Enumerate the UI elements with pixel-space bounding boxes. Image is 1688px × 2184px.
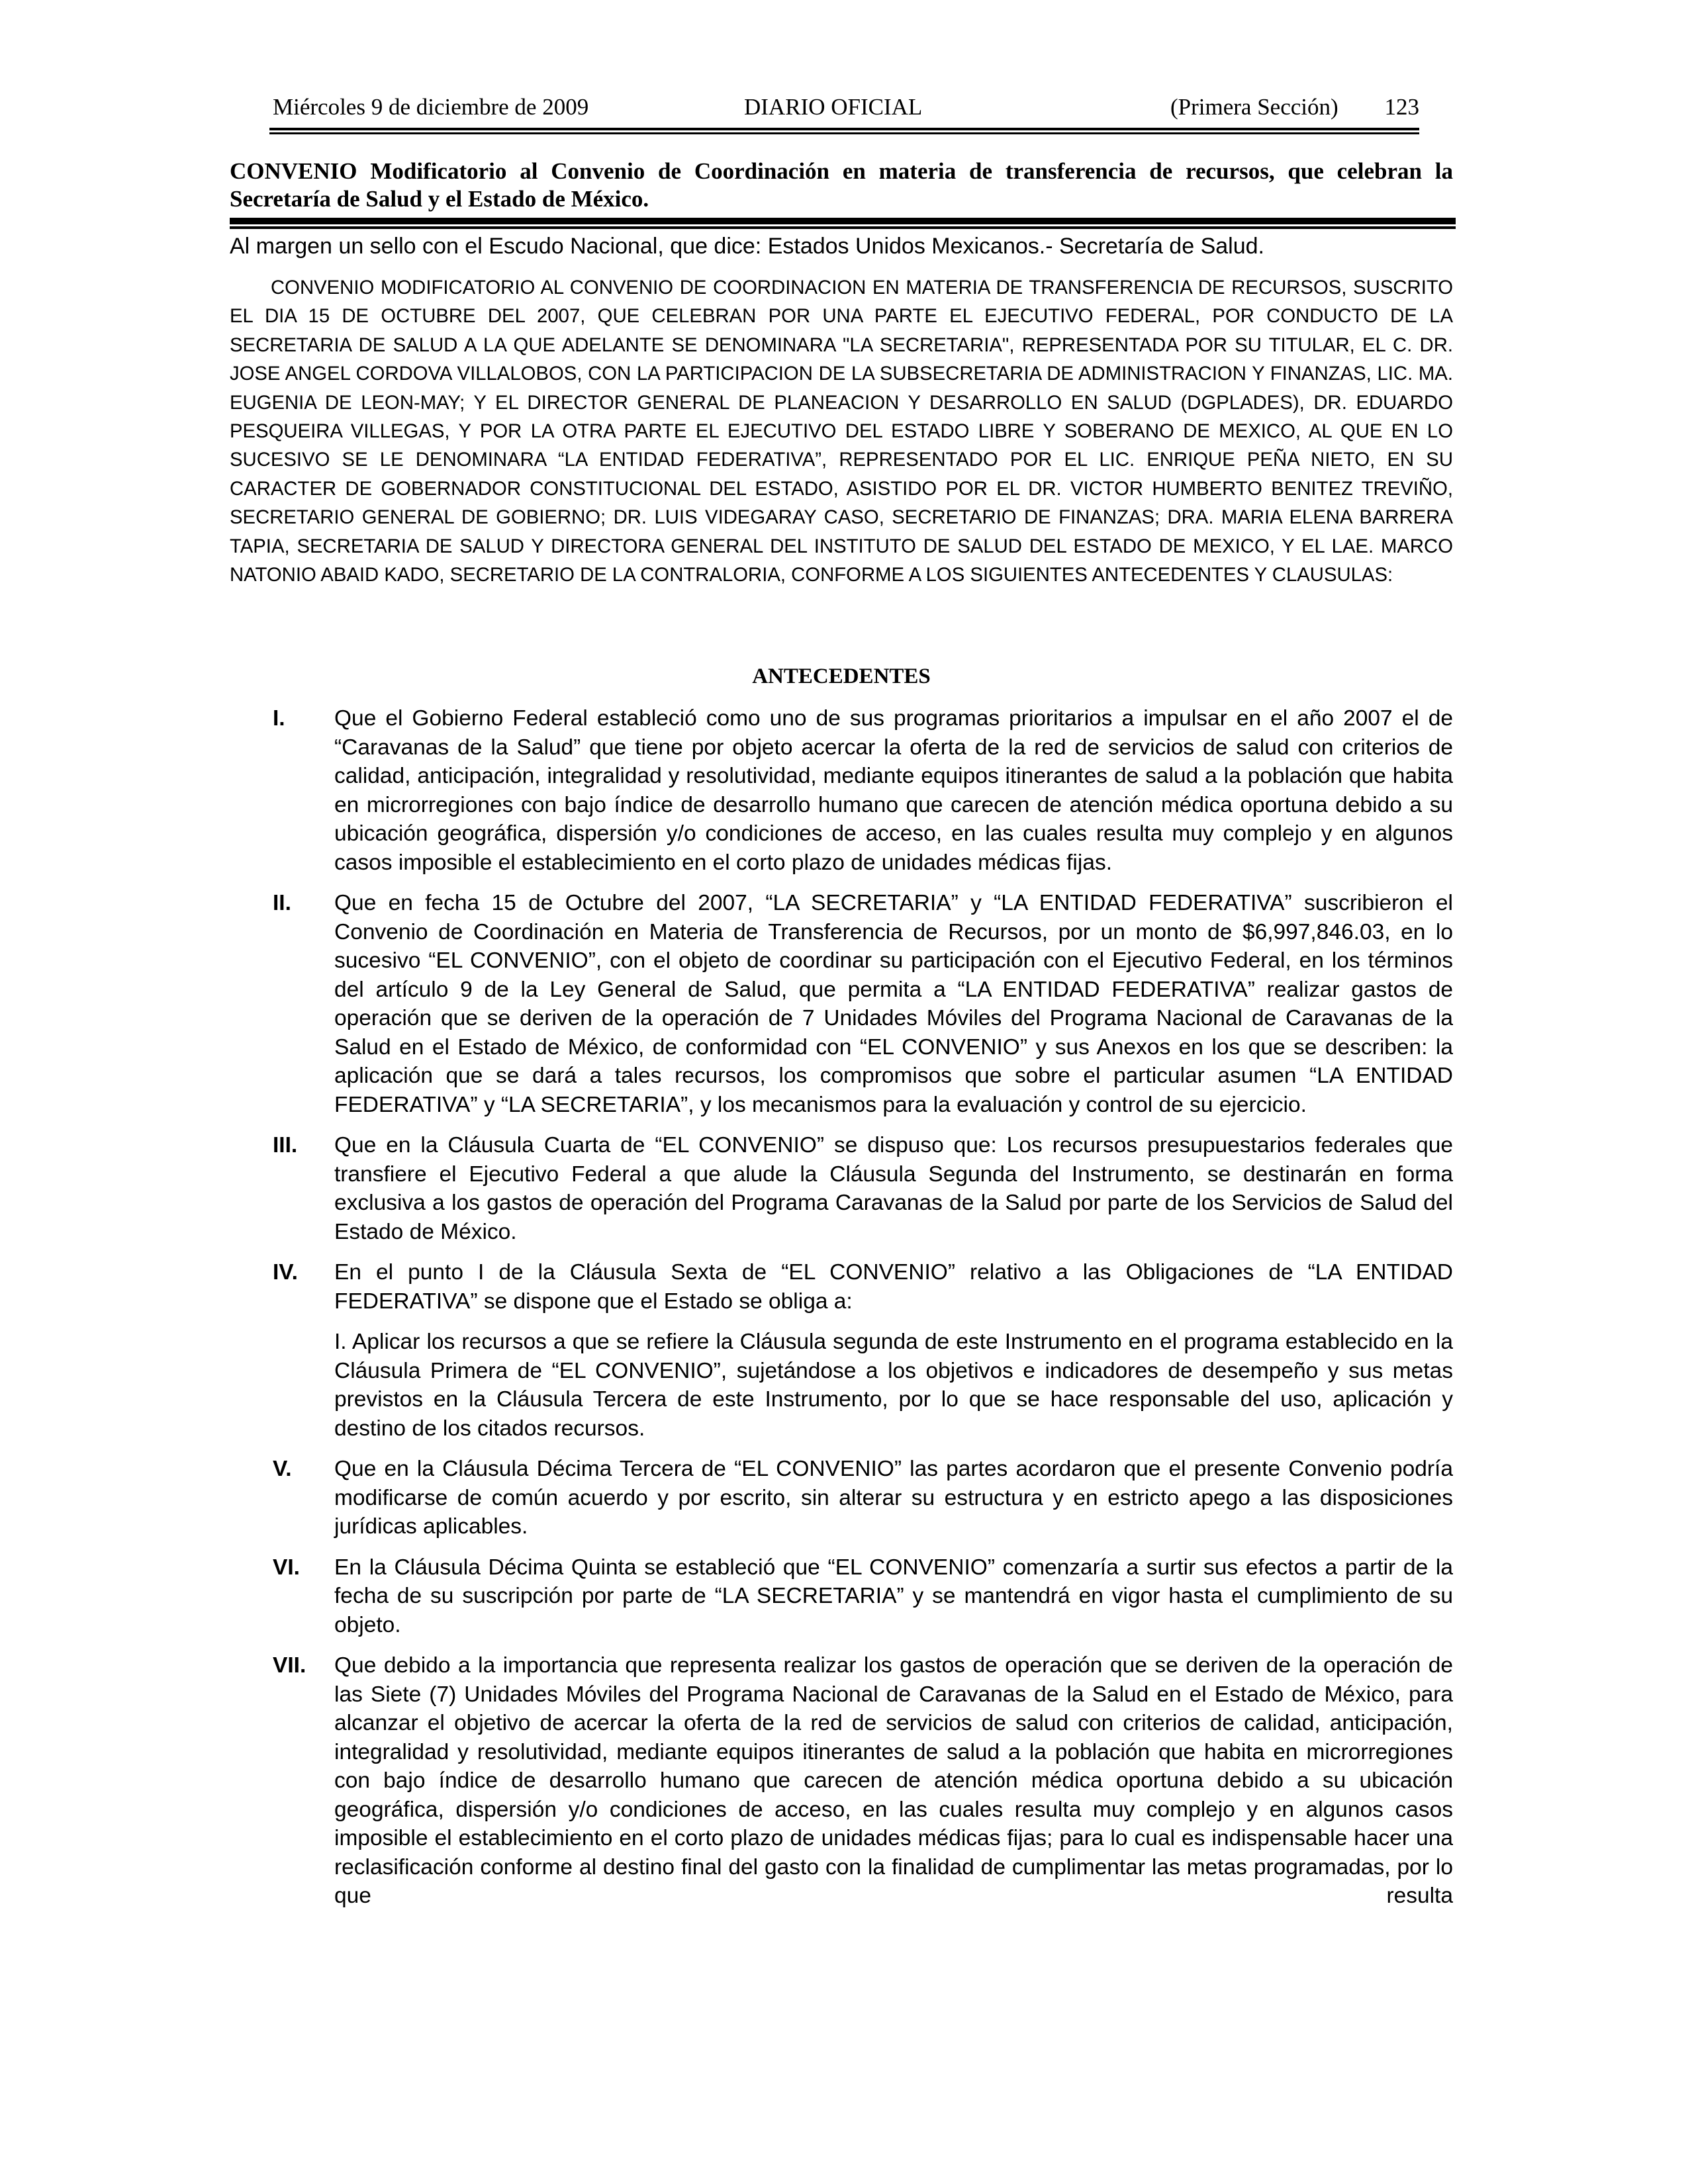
item-text: Que debido a la importancia que representa realizar los gastos de operación que se deriven de la operación de las Siete (7) Unidades Móviles del Programa Nacional de Caravanas de la Salud en el Estado de México, para alcanzar el objetivo de acercar la oferta de la red de servicios de salud con criterios de calidad, anticipación, integralidad y resolutividad, mediante equipos itinerantes de salud a la población que habita en microrregiones con bajo índice de desarrollo humano que carecen de atención médica oportuna debido a su ubicación geográfica, dispersión y/o condiciones de acceso, en las cuales resulta muy complejo y en algunos casos imposible el establecimiento en el corto plazo de unidades médicas fijas; para lo cual es indispensable hacer una reclasificación conforme al destino final del gasto con la finalidad de cumplimentar las metas programadas, por lo que resulta [334, 1653, 1453, 1908]
header-double-rule [269, 128, 1419, 134]
section-heading: ANTECEDENTES [752, 664, 931, 688]
antecedente-item [273, 1553, 1453, 1640]
item-numeral: III. [273, 1133, 298, 1158]
antecedente-item [273, 1651, 1453, 1911]
antecedente-item [273, 889, 1453, 1119]
title-double-rule [230, 218, 1456, 229]
running-header [273, 93, 1419, 122]
antecedente-item [273, 704, 1453, 877]
header-section: (Primera Sección) [1170, 94, 1338, 120]
seal-note: Al margen un sello con el Escudo Nacional, que dice: Estados Unidos Mexicanos.- Secretaría de Salud. [230, 234, 1264, 259]
antecedente-sub-item: I. Aplicar los recursos a que se refiere la Cláusula segunda de este Instrumento en el programa establecido en la Cláusula Primera de “EL CONVENIO”, sujetándose a los objetivos e indicadores de desempeño y sus metas previstos en la Cláusula Tercera de este Instrumento, por lo que se hace responsable del uso, aplicación y destino de los citados recursos. [334, 1330, 1453, 1441]
antecedente-item [273, 1131, 1453, 1246]
antecedente-item [273, 1455, 1453, 1541]
item-text: En el punto I de la Cláusula Sexta de “EL CONVENIO” relativo a las Obligaciones de “LA ENTIDAD FEDERATIVA” se dispone que el Estado se obliga a: [334, 1260, 1453, 1314]
antecedentes-list [273, 704, 1453, 1923]
item-text: Que en la Cláusula Cuarta de “EL CONVENIO” se dispuso que: Los recursos presupuestarios federales que transfiere el Ejecutivo Federal a que alude la Cláusula Segunda del Instrumento, se destinarán en forma exclusiva a los gastos de operación del Programa Caravanas de la Salud por parte de los Servicios de Salud del Estado de México. [334, 1133, 1453, 1244]
document-title: CONVENIO Modificatorio al Convenio de Coordinación en materia de transferencia de recursos, que celebran la Secretaría de Salud y el Estado de México. [230, 158, 1453, 212]
preamble-paragraph: CONVENIO MODIFICATORIO AL CONVENIO DE COORDINACION EN MATERIA DE TRANSFERENCIA DE RECURSOS, SUSCRITO EL DIA 15 DE OCTUBRE DEL 2007, QUE CELEBRAN POR UNA PARTE EL EJECUTIVO FEDERAL, POR CONDUCTO DE LA SECRETARIA DE SALUD A LA QUE ADELANTE SE DENOMINARA "LA SECRETARIA", REPRESENTADA POR SU TITULAR, EL C. DR. JOSE ANGEL CORDOVA VILLALOBOS, CON LA PARTICIPACION DE LA SUBSECRETARIA DE ADMINISTRACION Y FINANZAS, LIC. MA. EUGENIA DE LEON-MAY; Y EL DIRECTOR GENERAL DE PLANEACION Y DESARROLLO EN SALUD (DGPLADES), DR. EDUARDO PESQUEIRA VILLEGAS, Y POR LA OTRA PARTE EL EJECUTIVO DEL ESTADO LIBRE Y SOBERANO DE MEXICO, AL QUE EN LO SUCESIVO SE LE DENOMINARA “LA ENTIDAD FEDERATIVA”, REPRESENTADO POR EL LIC. ENRIQUE PEÑA NIETO, EN SU CARACTER DE GOBERNADOR CONSTITUCIONAL DEL ESTADO, ASISTIDO POR EL DR. VICTOR HUMBERTO BENITEZ TREVIÑO, SECRETARIO GENERAL DE GOBIERNO; DR. LUIS VIDEGARAY CASO, SECRETARIO DE FINANZAS; DRA. MARIA ELENA BARRERA TAPIA, SECRETARIA DE SALUD Y DIRECTORA GENERAL DEL INSTITUTO DE SALUD DEL ESTADO DE MEXICO, Y EL LAE. MARCO NATONIO ABAID KADO, SECRETARIO DE LA CONTRALORIA, CONFORME A LOS SIGUIENTES ANTECEDENTES Y CLAUSULAS: [230, 277, 1453, 586]
item-numeral: I. [273, 706, 285, 731]
item-numeral: VI. [273, 1555, 300, 1580]
header-page-number: 123 [1384, 94, 1419, 120]
antecedente-item [273, 1258, 1453, 1316]
header-publication: DIARIO OFICIAL [744, 94, 923, 120]
item-text: Que el Gobierno Federal estableció como uno de sus programas prioritarios a impulsar en el año 2007 el de “Caravanas de la Salud” que tiene por objeto acercar la oferta de la red de servicios de salud con criterios de calidad, anticipación, integralidad y resolutividad, mediante equipos itinerantes de salud a la población que habita en microrregiones con bajo índice de desarrollo humano que carecen de atención médica oportuna debido a su ubicación geográfica, dispersión y/o condiciones de acceso, en las cuales resulta muy complejo y en algunos casos imposible el establecimiento en el corto plazo de unidades médicas fijas. [334, 706, 1453, 875]
item-text: En la Cláusula Décima Quinta se estableció que “EL CONVENIO” comenzaría a surtir sus efectos a partir de la fecha de su suscripción por parte de “LA SECRETARIA” y se mantendrá en vigor hasta el cumplimiento de su objeto. [334, 1555, 1453, 1637]
item-numeral: IV. [273, 1260, 298, 1285]
header-date: Miércoles 9 de diciembre de 2009 [273, 94, 589, 120]
item-text: Que en fecha 15 de Octubre del 2007, “LA SECRETARIA” y “LA ENTIDAD FEDERATIVA” suscribieron el Convenio de Coordinación en Materia de Transferencia de Recursos, por un monto de $6,997,846.03, en lo sucesivo “EL CONVENIO”, con el objeto de coordinar su participación con el Ejecutivo Federal, en los términos del artículo 9 de la Ley General de Salud, que permita a “LA ENTIDAD FEDERATIVA” realizar gastos de operación que se deriven de la operación de 7 Unidades Móviles del Programa Nacional de Caravanas de la Salud en el Estado de México, de conformidad con “EL CONVENIO” y sus Anexos en los que se describen: la aplicación que se dará a tales recursos, los compromisos que sobre el particular asumen “LA ENTIDAD FEDERATIVA” y “LA SECRETARIA”, y los mecanismos para la evaluación y control de su ejercicio. [334, 891, 1453, 1117]
item-numeral: V. [273, 1457, 292, 1481]
item-numeral: II. [273, 891, 291, 915]
item-numeral: VII. [273, 1653, 306, 1678]
item-text: Que en la Cláusula Décima Tercera de “EL CONVENIO” las partes acordaron que el presente Convenio podría modificarse de común acuerdo y por escrito, sin alterar su estructura y en estricto apego a las disposiciones jurídicas aplicables. [334, 1457, 1453, 1539]
